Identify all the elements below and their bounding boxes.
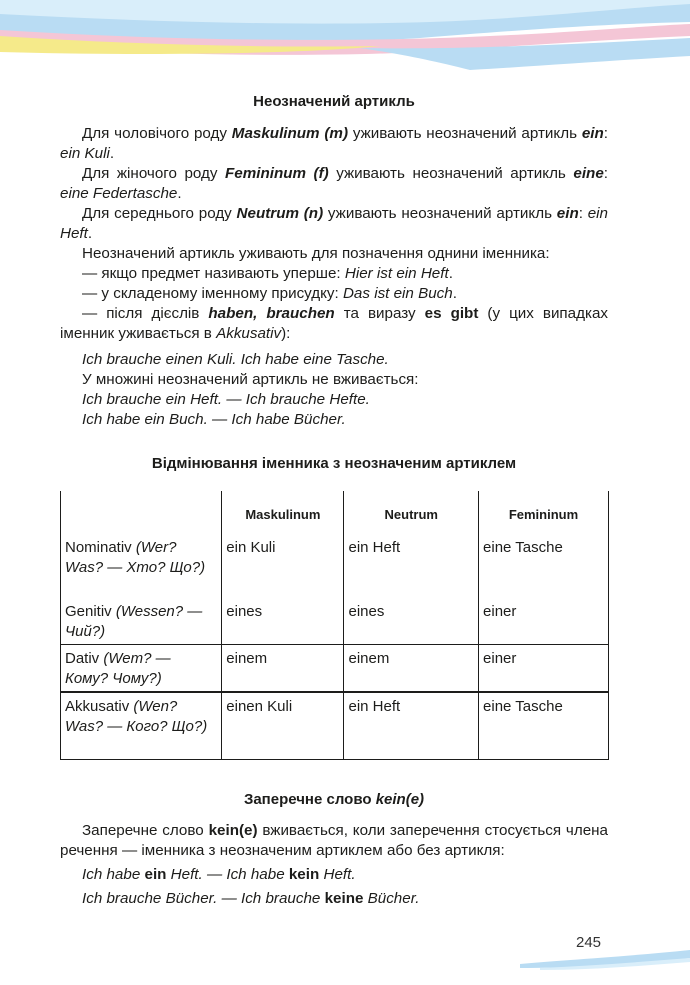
paragraph-singular-usage: Неозначений артикль уживають для позначення однини іменника:: [82, 245, 550, 262]
example-plural-heft: Ich brauche ein Heft. — Ich brauche Hefte.: [82, 391, 370, 408]
case-cell: Dativ (Wem? — Кому? Чому?): [61, 645, 222, 693]
rule-first-mention: — якщо предмет називають уперше: Hier ist ein Heft.: [82, 265, 453, 282]
rule-compound-predicate: — у складеному іменному присудку: Das ist ein Buch.: [82, 285, 457, 302]
page-number-wave-decoration: [520, 950, 690, 972]
page-number: 245: [576, 934, 602, 951]
table-row: [61, 645, 609, 693]
table-cell: eine Tasche: [479, 692, 609, 760]
section-heading-declension: Відмінювання іменника з неозначеним артиклем: [151, 455, 517, 472]
example-plural-buch: Ich habe ein Buch. — Ich habe Bücher.: [82, 411, 346, 428]
declension-table: [60, 491, 609, 760]
case-cell: Genitiv (Wessen? — Чий?): [61, 598, 222, 645]
paragraph-kein: Заперечне слово kein(e) вживається, коли заперечення стосується члена речення — іменника з неозначеним артиклем або без артикля:: [60, 822, 608, 859]
section-heading-indefinite-article: Неозначений артикль: [253, 93, 415, 110]
decorative-wave-banner: [0, 0, 690, 80]
table-header-cell: Neutrum: [344, 491, 479, 537]
paragraph-masculine: Для чоловічого роду Maskulinum (m) уживають неозначений артикль ein: ein Kuli.: [60, 125, 608, 162]
example-akkusativ: Ich brauche einen Kuli. Ich habe eine Tasche.: [82, 351, 389, 368]
paragraph-plural: У множині неозначений артикль не вживається:: [82, 371, 419, 388]
case-cell: Akkusativ (Wen? Was? — Кого? Що?): [61, 692, 222, 760]
table-cell: ein Heft: [344, 537, 479, 598]
case-cell: Nominativ (Wer? Was? — Хто? Що?): [61, 537, 222, 598]
table-cell: einen Kuli: [222, 692, 344, 760]
table-row: [61, 537, 609, 598]
rule-after-verbs: — після дієслів haben, brauchen та виразу es gibt (у цих випадках іменник уживається в Akkusativ):: [60, 305, 608, 342]
table-header-cell: [61, 491, 222, 537]
table-header-row: [61, 491, 609, 537]
table-header-cell: Maskulinum: [222, 491, 344, 537]
paragraph-feminine: Для жіночого роду Femininum (f) уживають неозначений артикль eine: eine Federtasche.: [60, 165, 608, 202]
table-row: [61, 692, 609, 760]
table-cell: eine Tasche: [479, 537, 609, 598]
table-cell: einer: [479, 598, 609, 645]
example-kein-heft: Ich habe ein Heft. — Ich habe kein Heft.: [82, 866, 356, 883]
page-content: [60, 92, 608, 909]
paragraph-neuter: Для середнього роду Neutrum (n) уживають неозначений артикль ein: ein Heft.: [60, 205, 608, 242]
table-row: [61, 598, 609, 645]
table-cell: einem: [222, 645, 344, 693]
table-cell: ein Heft: [344, 692, 479, 760]
table-cell: einer: [479, 645, 609, 693]
section-heading-negation: Заперечне слово kein(e): [243, 791, 425, 808]
table-header-cell: Femininum: [479, 491, 609, 537]
table-cell: eines: [222, 598, 344, 645]
example-keine-buecher: Ich brauche Bücher. — Ich brauche keine Bücher.: [82, 890, 420, 907]
table-cell: eines: [344, 598, 479, 645]
table-cell: ein Kuli: [222, 537, 344, 598]
table-cell: einem: [344, 645, 479, 693]
